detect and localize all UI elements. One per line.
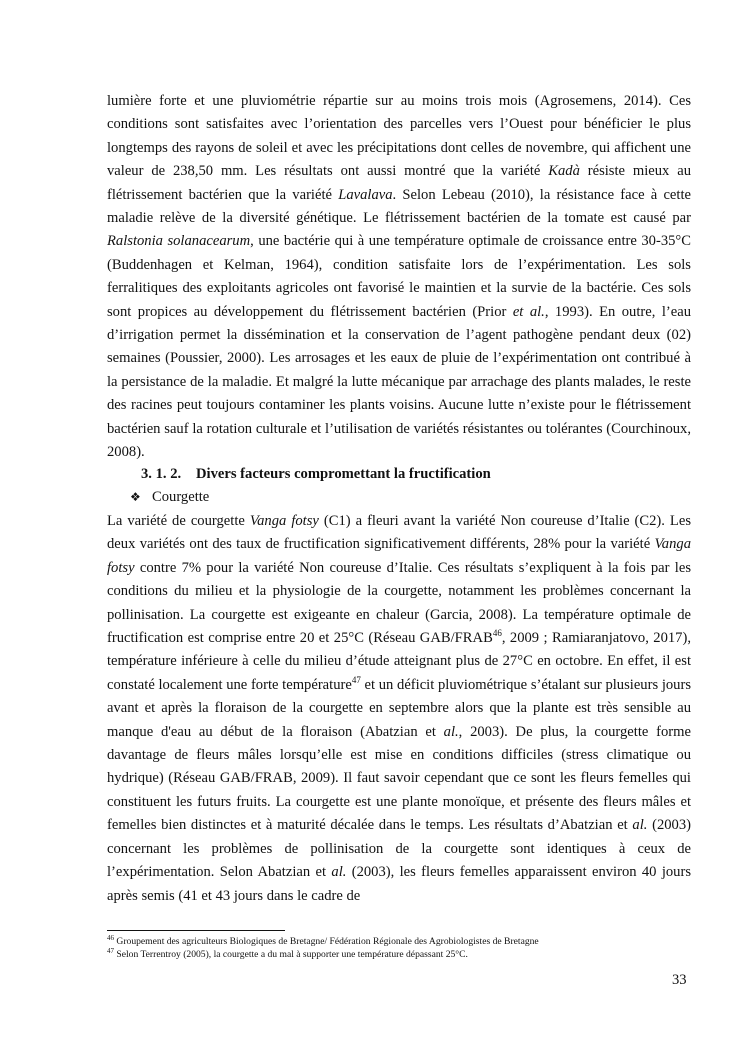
- paragraph-courgette: [107, 510, 691, 908]
- italic-variety-lavalava: Lavalava: [338, 186, 393, 203]
- text-run: La variété de courgette: [107, 513, 250, 529]
- footnote-mark: 47: [107, 946, 114, 955]
- footnote-divider: [107, 930, 285, 931]
- text-run: , une bactérie qui à une température optimale de croissance entre 30-35°C (Buddenhagen et Kelman, 1964), condition satisfaite lors de l’expérimentation. Les sols ferralitiques des exploitants agricoles ont favorisé le maintien et la survie de la bactérie. Ces sols sont propices au développement du flétrissement bactérien (Prior: [107, 233, 691, 320]
- footnote-ref-47[interactable]: 47: [351, 674, 361, 685]
- text-run: , 2003). De plus, la courgette forme davantage de fleurs mâles lorsqu’elle est mise en conditions difficiles (stress climatique ou hydrique) (Réseau GAB/FRAB, 2009). Il faut savoir cependant que ce sont les fleurs femelles qui constituent les futurs fruits. La courgette est une plante monoïque, et présente des fleurs mâles et femelles bien distinctes et à maturité décalée dans le temps. Les résultats d’Abatzian et: [107, 723, 691, 834]
- section-title: Divers facteurs compromettant la fructification: [196, 466, 491, 482]
- italic-al: al.: [331, 864, 347, 881]
- text-run: lumière forte et une pluviométrie répartie sur au moins trois mois (Agrosemens, 2014). Ces conditions sont satisfaites avec l’orientation des parcelles vers l’Ouest pour bénéficier le plus longtemps des rayons de soleil et avec les précipitations dont celles de novembre, qui affichent une valeur de 238,50 mm. Les résultats ont aussi montré que la variété: [107, 93, 691, 180]
- footnote-46: [107, 936, 691, 949]
- text-run: (C1) a fleuri avant la variété Non coureuse d’Italie (C2). Les deux variétés ont des taux de fructification significativement différents, 28% pour la variété: [107, 513, 691, 553]
- italic-variety-vanga-fotsy: Vanga fotsy: [107, 536, 691, 576]
- italic-al: al.: [632, 817, 648, 834]
- footnote-mark: 46: [107, 934, 114, 942]
- italic-al: al.: [443, 723, 459, 740]
- text-run: , 1993). En outre, l’eau d’irrigation permet la dissémination et la conservation de l’agent pathogène pendant deux (02) semaines (Poussier, 2000). Les arrosages et les eaux de pluie de l’expérimentation ont contribué à la persistance de la maladie. Et malgré la lutte mécanique par arrachage des plants malades, le reste des racines peut toujours contaminer les plants voisins. Aucune lutte n’existe pour le flétrissement bactérien sauf la rotation culturale et l’utilisation de variétés résistantes ou tolérantes (Courchinoux, 2008).: [107, 303, 692, 461]
- footnote-47: [107, 946, 691, 962]
- bullet-subheading: [130, 489, 209, 506]
- text-run: (2003), les fleurs femelles apparaissent environ 40 jours après semis (41 et 43 jours dans le cadre de: [107, 864, 692, 904]
- text-run: contre 7% pour la variété Non coureuse d’Italie. Ces résultats s’expliquent à la fois par les conditions du milieu et la physiologie de la courgette, notamment les problèmes concernant la pollinisation. La courgette est exigeante en chaleur (Garcia, 2008). La température optimale de fructification est comprise entre 20 et 25°C (Réseau GAB/FRAB: [107, 559, 691, 647]
- text-run: et un déficit pluviométrique s’étalant sur plusieurs jours avant et après la floraison de la courgette en septembre alors que la plante est très sensible au manque d'eau au début de la floraison (Abatzian et: [107, 676, 692, 740]
- bullet-label: Courgette: [152, 489, 210, 505]
- diamond-bullet-icon: ❖: [130, 490, 141, 504]
- footnote-ref-46[interactable]: 46: [492, 628, 502, 639]
- text-run: . Selon Lebeau (2010), la résistance face à cette maladie relève de la diversité génétique. Le flétrissement bactérien de la tomate est causé par: [107, 186, 691, 227]
- italic-variety-vanga-fotsy: Vanga fotsy: [249, 513, 319, 529]
- italic-et-al: et al.: [512, 303, 545, 320]
- section-number: 3. 1. 2.: [141, 466, 182, 482]
- text-run: résiste mieux au flétrissement bactérien que la variété: [107, 163, 691, 203]
- paragraph-tomato-wilt: [107, 90, 691, 465]
- footnote-text: Groupement des agriculteurs Biologiques de Bretagne/ Fédération Régionale des Agrobiologistes de Bretagne: [114, 936, 539, 947]
- page-number: 33: [672, 972, 687, 988]
- text-run: (2003) concernant les problèmes de pollinisation de la courgette sont identiques à ceux de l’expérimentation. Selon Abatzian et: [107, 817, 691, 881]
- italic-variety-kada: Kadà: [548, 163, 580, 180]
- footnote-text: Selon Terrentroy (2005), la courgette a du mal à supporter une température dépassant 25°C.: [114, 948, 468, 960]
- text-run: , 2009 ; Ramiaranjatovo, 2017), température inférieure à celle du milieu d’étude atteignant plus de 27°C en octobre. En effet, il est constaté localement une forte température: [107, 630, 691, 693]
- footnotes: [107, 936, 691, 961]
- section-heading: [141, 466, 491, 483]
- italic-species-name: Ralstonia solanacearum: [107, 233, 251, 250]
